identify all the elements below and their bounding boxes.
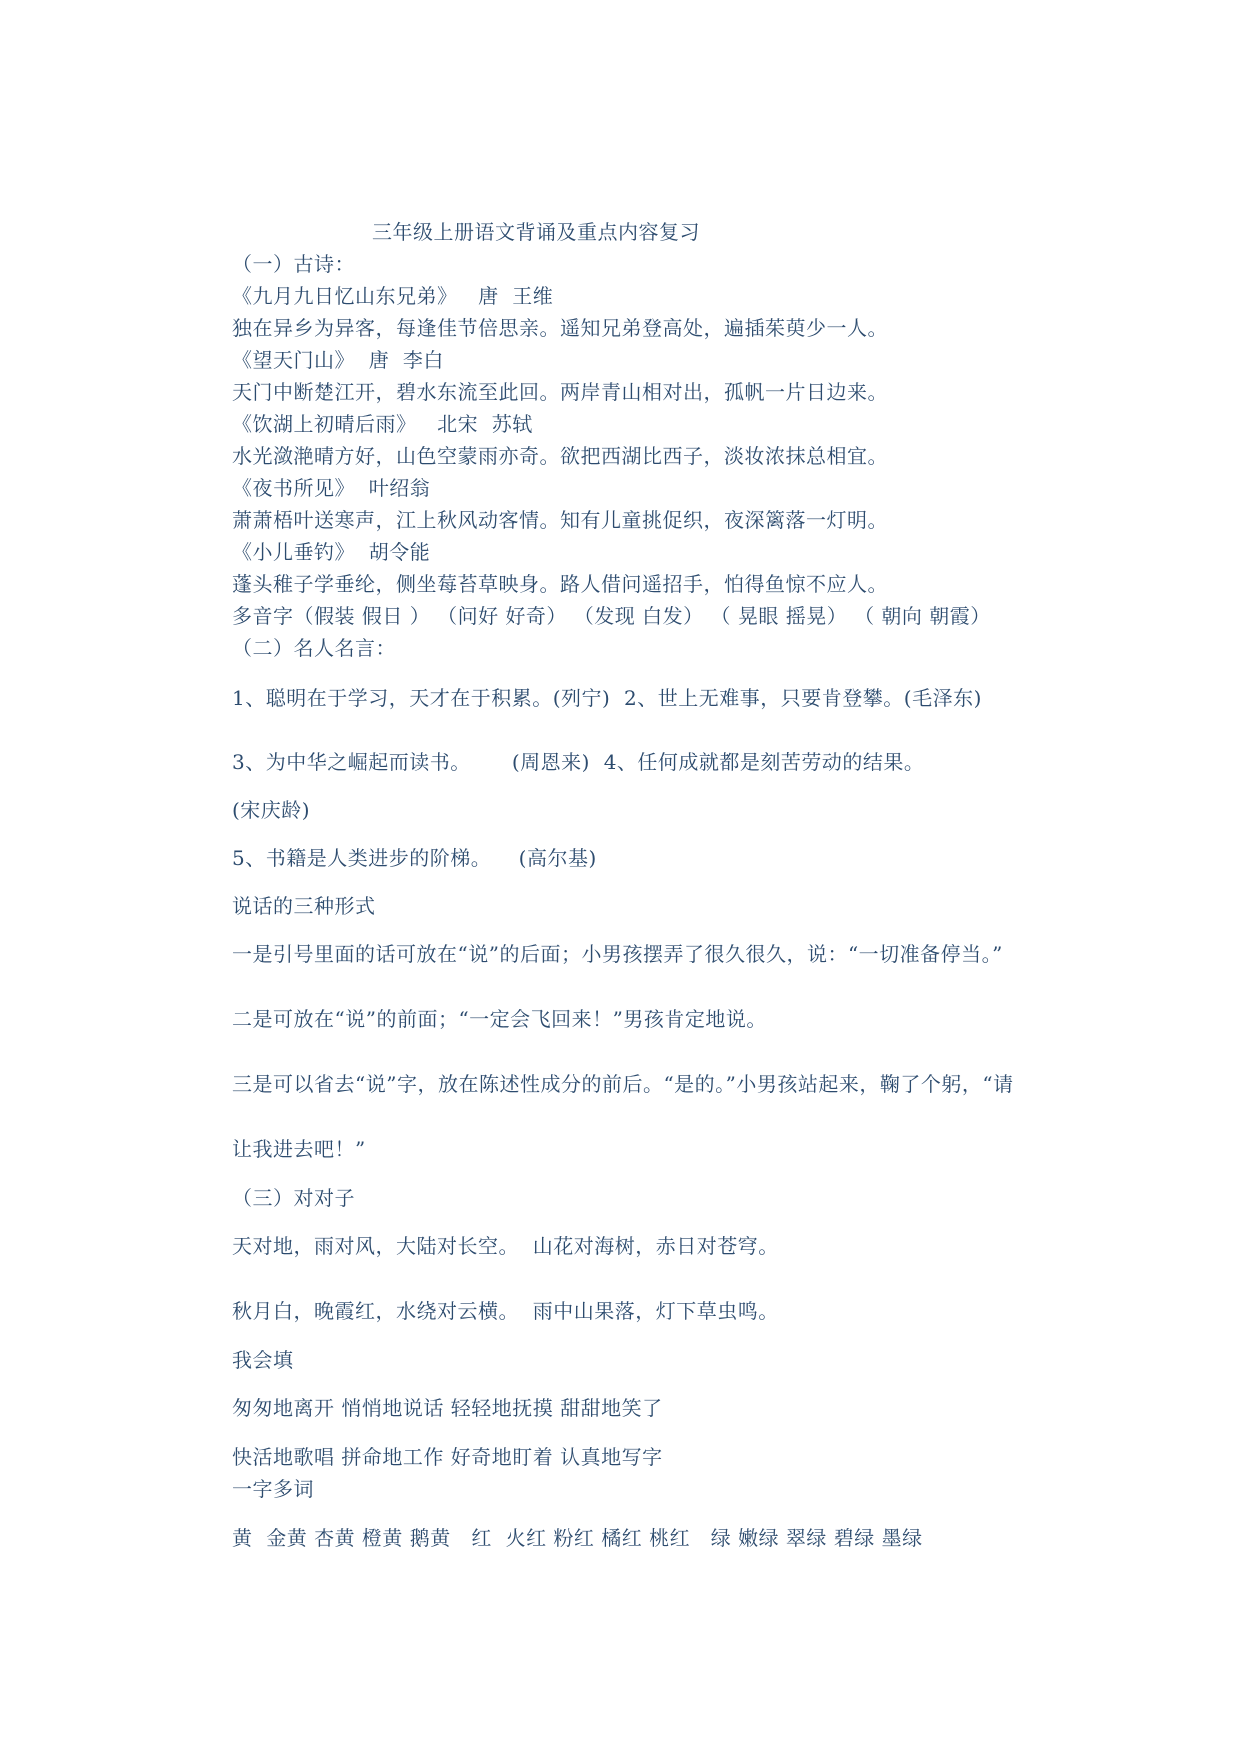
speech-line: 让我进去吧！” bbox=[232, 1137, 366, 1161]
quotes-line: 5、书籍是人类进步的阶梯。 (高尔基) bbox=[232, 846, 597, 870]
poem-text: 天门中断楚江开，碧水东流至此回。两岸青山相对出，孤帆一片日边来。 bbox=[232, 380, 888, 404]
speech-line: 二是可放在“说”的前面；“一定会飞回来！”男孩肯定地说。 bbox=[232, 1007, 767, 1031]
section-heading-quotes: （二）名人名言： bbox=[232, 636, 396, 660]
poem-text: 萧萧梧叶送寒声，江上秋风动客情。知有儿童挑促织，夜深篱落一灯明。 bbox=[232, 508, 888, 532]
quotes-line: 3、为中华之崛起而读书。 (周恩来) 4、任何成就都是刻苦劳动的结果。 bbox=[232, 750, 925, 774]
poem-text: 水光潋滟晴方好，山色空蒙雨亦奇。欲把西湖比西子，淡妆浓抹总相宜。 bbox=[232, 444, 888, 468]
poem-title-line: 《望天门山》 唐 李白 bbox=[232, 348, 444, 372]
quotes-line: (宋庆龄) bbox=[232, 798, 311, 822]
polyphones-line: 多音字（假装 假日 ） （问好 好奇） （发现 白发） （ 晃眼 摇晃） （ 朝向 朝霞） bbox=[232, 604, 991, 628]
poem-title-line: 《小儿垂钓》 胡令能 bbox=[232, 540, 431, 564]
poem-title-line: 《饮湖上初晴后雨》 北宋 苏轼 bbox=[232, 412, 533, 436]
fill-line: 匆匆地离开 悄悄地说话 轻轻地抚摸 甜甜地笑了 bbox=[232, 1396, 663, 1420]
poem-text: 独在异乡为异客，每逢佳节倍思亲。遥知兄弟登高处，遍插茱萸少一人。 bbox=[232, 316, 888, 340]
fill-heading: 我会填 bbox=[232, 1348, 294, 1372]
speech-line: 一是引号里面的话可放在“说”的后面；小男孩摆弄了很久很久，说：“一切准备停当。” bbox=[232, 942, 1003, 966]
multi-line: 黄 金黄 杏黄 橙黄 鹅黄 红 火红 粉红 橘红 桃红 绿 嫩绿 翠绿 碧绿 墨绿 bbox=[232, 1526, 923, 1550]
poem-title-line: 《九月九日忆山东兄弟》 唐 王维 bbox=[232, 284, 554, 308]
section-heading-poems: （一）古诗： bbox=[232, 252, 355, 276]
fill-line: 快活地歌唱 拼命地工作 好奇地盯着 认真地写字 bbox=[232, 1445, 663, 1469]
speech-line: 三是可以省去“说”字，放在陈述性成分的前后。“是的。”小男孩站起来，鞠了个躬，“请 bbox=[232, 1072, 1014, 1096]
section-heading-couplets: （三）对对子 bbox=[232, 1186, 355, 1210]
document-title: 三年级上册语文背诵及重点内容复习 bbox=[372, 220, 700, 244]
quotes-line: 1、聪明在于学习，天才在于积累。(列宁) 2、世上无难事，只要肯登攀。(毛泽东) bbox=[232, 686, 982, 710]
poem-title-line: 《夜书所见》 叶绍翁 bbox=[232, 476, 431, 500]
poem-text: 蓬头稚子学垂纶，侧坐莓苔草映身。路人借问遥招手，怕得鱼惊不应人。 bbox=[232, 572, 888, 596]
couplet-line: 天对地，雨对风，大陆对长空。 山花对海树，赤日对苍穹。 bbox=[232, 1234, 779, 1258]
couplet-line: 秋月白，晚霞红，水绕对云横。 雨中山果落，灯下草虫鸣。 bbox=[232, 1299, 779, 1323]
speech-heading: 说话的三种形式 bbox=[232, 894, 376, 918]
multi-heading: 一字多词 bbox=[232, 1477, 314, 1501]
